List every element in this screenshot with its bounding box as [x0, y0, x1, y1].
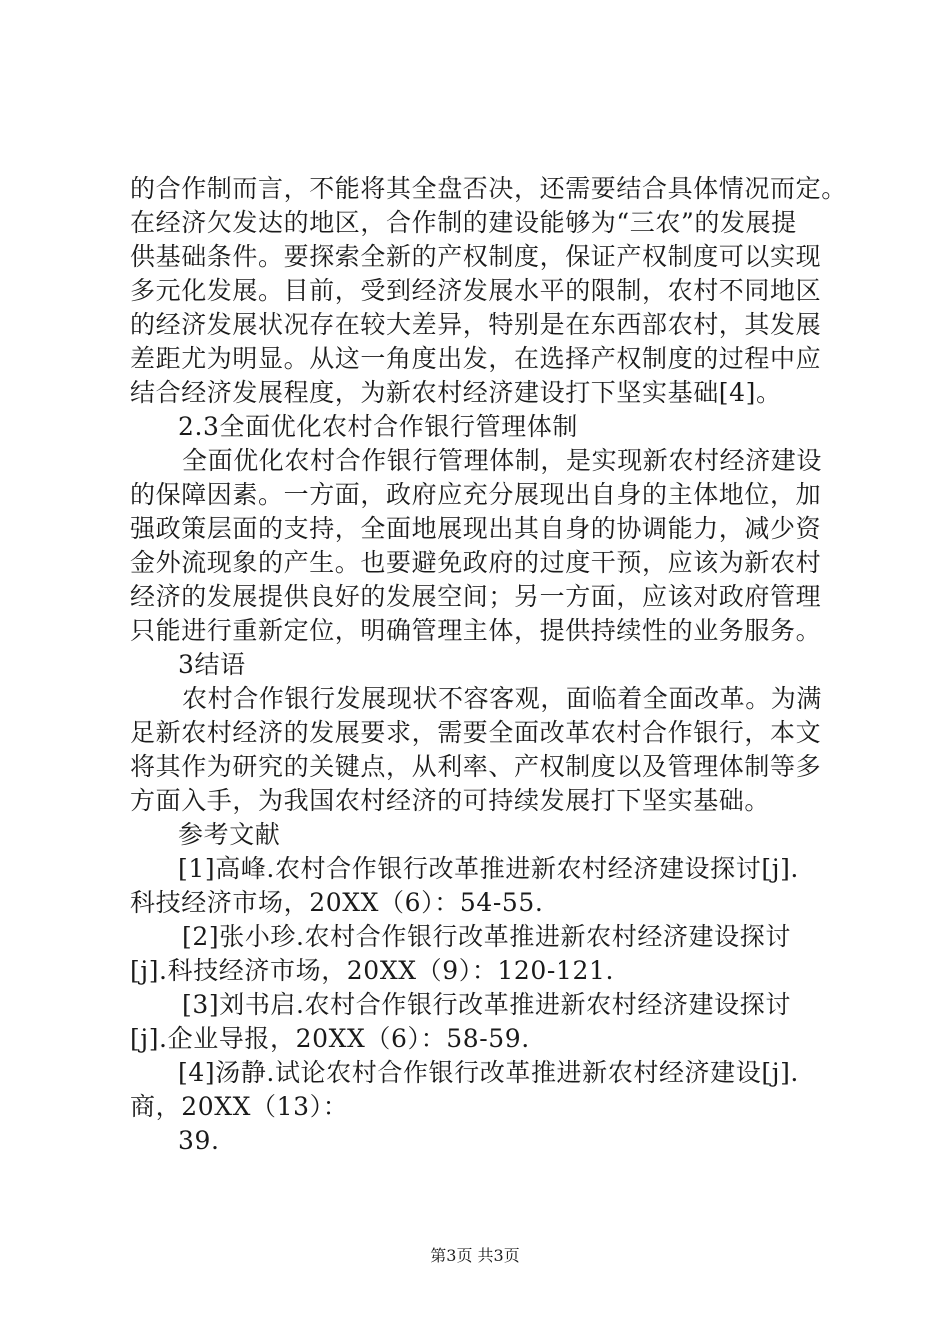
text-line: 强政策层面的支持，全面地展现出其自身的协调能力，减少资	[130, 514, 822, 543]
text-line: [2]张小珍.农村合作银行改革推进新农村经济建设探讨	[182, 922, 791, 951]
text-line: 多元化发展。目前，受到经济发展水平的限制，农村不同地区	[130, 276, 822, 305]
text-line: [j].企业导报，20XX（6）：58-59.	[130, 1024, 530, 1053]
text-line: 商，20XX（13）：	[130, 1092, 349, 1121]
text-line: [4]汤静.试论农村合作银行改革推进新农村经济建设[j].	[178, 1058, 799, 1087]
text-line: 结合经济发展程度，为新农村经济建设打下坚实基础[4]。	[130, 378, 782, 407]
document-body	[130, 172, 847, 1158]
text-line: 在经济欠发达的地区，合作制的建设能够为“三农”的发展提	[130, 208, 797, 237]
text-line: 科技经济市场，20XX（6）：54-55.	[130, 888, 544, 917]
text-line: 只能进行重新定位，明确管理主体，提供持续性的业务服务。	[130, 616, 822, 645]
text-line: 的保障因素。一方面，政府应充分展现出自身的主体地位，加	[130, 480, 822, 509]
text-line: 经济的发展提供良好的发展空间；另一方面，应该对政府管理	[130, 582, 822, 611]
text-line: 全面优化农村合作银行管理体制，是实现新农村经济建设	[182, 446, 823, 475]
text-line: 金外流现象的产生。也要避免政府的过度干预，应该为新农村	[130, 548, 822, 577]
text-line: 差距尤为明显。从这一角度出发，在选择产权制度的过程中应	[130, 344, 822, 373]
page-footer: 第3页 共3页	[430, 1246, 520, 1265]
text-line: [j].科技经济市场，20XX（9）：120-121.	[130, 956, 615, 985]
text-line: 的经济发展状况存在较大差异，特别是在东西部农村，其发展	[130, 310, 822, 339]
text-line: 将其作为研究的关键点，从利率、产权制度以及管理体制等多	[130, 752, 822, 781]
text-line: 2.3全面优化农村合作银行管理体制	[178, 412, 578, 441]
text-line: 的合作制而言，不能将其全盘否决，还需要结合具体情况而定。	[130, 174, 847, 203]
text-line: 足新农村经济的发展要求，需要全面改革农村合作银行，本文	[130, 718, 822, 747]
text-line: 39.	[178, 1126, 220, 1155]
text-line: 3结语	[178, 650, 246, 679]
text-line: 参考文献	[178, 820, 281, 849]
text-line: [3]刘书启.农村合作银行改革推进新农村经济建设探讨	[182, 990, 791, 1019]
text-line: 农村合作银行发展现状不容客观，面临着全面改革。为满	[182, 684, 823, 713]
text-line: [1]高峰.农村合作银行改革推进新农村经济建设探讨[j].	[178, 854, 799, 883]
text-line: 供基础条件。要探索全新的产权制度，保证产权制度可以实现	[130, 242, 822, 271]
text-line: 方面入手，为我国农村经济的可持续发展打下坚实基础。	[130, 786, 771, 815]
